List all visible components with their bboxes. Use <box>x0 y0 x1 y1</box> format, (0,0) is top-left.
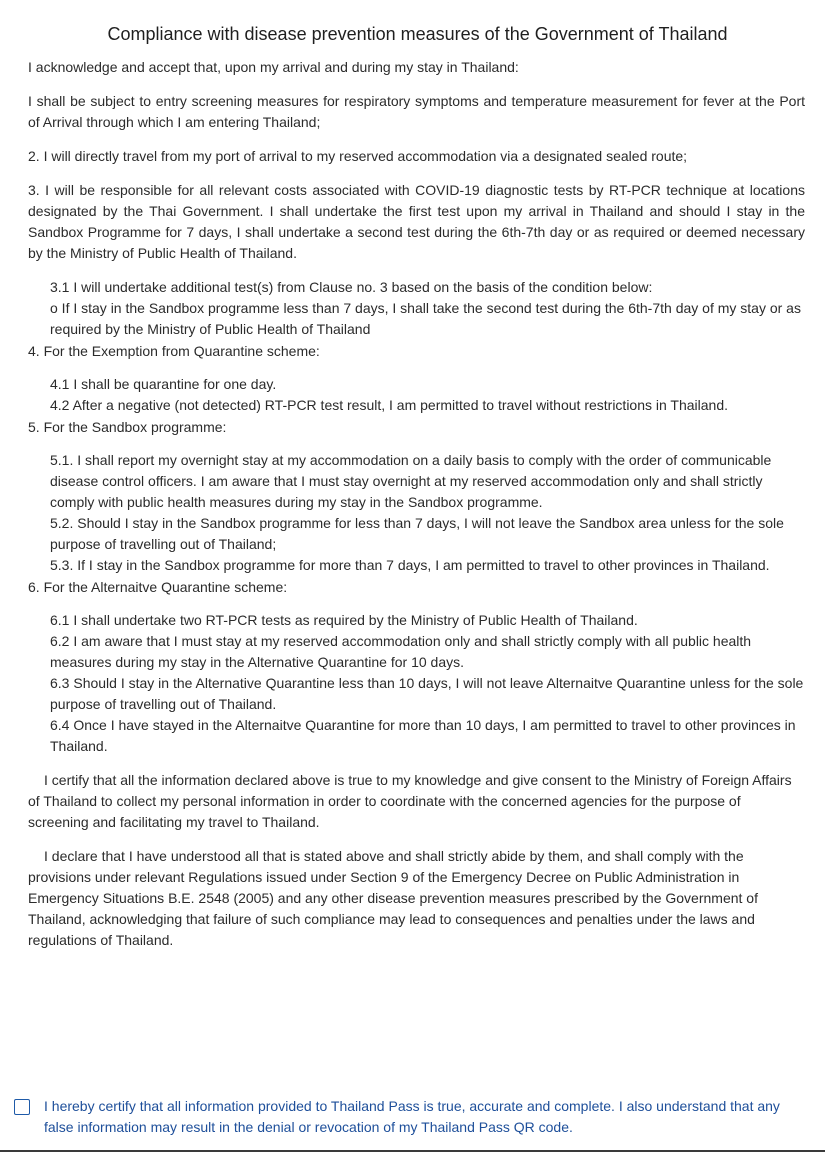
clause-5-sub <box>28 450 805 576</box>
clause-6-3: 6.3 Should I stay in the Alternative Quarantine less than 10 days, I will not leave Alternaitve Quarantine unless for the sole purpose of travelling out of Thailand. <box>50 675 804 712</box>
clause-6-sub <box>28 610 805 757</box>
certify-text: I certify that all the information declared above is true to my knowledge and give consent to the Ministry of Foreign Affairs of Thailand to collect my personal information in order to coordinate with the concerned agencies for the purpose of screening and facilitating my travel to Thailand. <box>28 772 792 830</box>
clause-5-3: 5.3. If I stay in the Sandbox programme for more than 7 days, I am permitted to travel to other provinces in Thailand. <box>50 557 770 573</box>
clause-1: I shall be subject to entry screening measures for respiratory symptoms and temperature measurement for fever at the Port of Arrival through which I am entering Thailand; <box>28 93 805 130</box>
clause-4-sub <box>28 374 805 416</box>
page-title: Compliance with disease prevention measures of the Government of Thailand <box>107 24 728 44</box>
clause-6-4: 6.4 Once I have stayed in the Alternaitve Quarantine for more than 10 days, I am permitted to travel to other provinces in Thailand. <box>50 717 796 754</box>
clause-3-1: 3.1 I will undertake additional test(s) from Clause no. 3 based on the basis of the condition below: <box>50 279 653 295</box>
declare-text: I declare that I have understood all that is stated above and shall strictly abide by them, and shall comply with the provisions under relevant Regulations issued under Section 9 of the Emergency Decree on Public Administration in Emergency Situations B.E. 2548 (2005) and any other disease prevention measures prescribed by the Government of Thailand, acknowledging that failure of such compliance may lead to consequences and penalties under the laws and regulations of Thailand. <box>28 848 758 948</box>
clause-6-heading: 6. For the Alternaitve Quarantine scheme: <box>28 579 288 595</box>
consent-row[interactable] <box>14 1096 809 1138</box>
consent-checkbox[interactable] <box>14 1099 30 1115</box>
clause-3-sub <box>28 277 805 340</box>
clause-4-1: 4.1 I shall be quarantine for one day. <box>50 376 277 392</box>
clause-4-heading: 4. For the Exemption from Quarantine scheme: <box>28 343 320 359</box>
clause-5-1: 5.1. I shall report my overnight stay at my accommodation on a daily basis to comply with the order of communicable disease control officers. I am aware that I must stay overnight at my reserved accommodation only and shall strictly comply with public health measures during my stay in the Sandbox programme. <box>50 452 772 510</box>
clause-6-1: 6.1 I shall undertake two RT-PCR tests as required by the Ministry of Public Health of Thailand. <box>50 612 638 628</box>
intro-text: I acknowledge and accept that, upon my arrival and during my stay in Thailand: <box>28 59 519 75</box>
clause-5-2: 5.2. Should I stay in the Sandbox programme for less than 7 days, I will not leave the Sandbox area unless for the sole purpose of travelling out of Thailand; <box>50 515 784 552</box>
clause-2: 2. I will directly travel from my port of arrival to my reserved accommodation via a designated sealed route; <box>28 148 688 164</box>
consent-label[interactable]: I hereby certify that all information provided to Thailand Pass is true, accurate and complete. I also understand that any false information may result in the denial or revocation of my Thailand Pass QR code. <box>44 1098 780 1135</box>
clause-4-2: 4.2 After a negative (not detected) RT-PCR test result, I am permitted to travel without restrictions in Thailand. <box>50 397 729 413</box>
clause-3-1-a: o If I stay in the Sandbox programme less than 7 days, I shall take the second test during the 6th-7th day of my stay or as required by the Ministry of Public Health of Thailand <box>50 300 801 337</box>
clause-3: 3. I will be responsible for all relevant costs associated with COVID-19 diagnostic tests by RT-PCR technique at locations designated by the Thai Government. I shall undertake the first test upon my arrival in Thailand and should I stay in the Sandbox Programme for 7 days, I shall undertake a second test during the 6th-7th day or as required or deemed necessary by the Ministry of Public Health of Thailand. <box>28 182 805 261</box>
clause-6-2: 6.2 I am aware that I must stay at my reserved accommodation only and shall strictly comply with all public health measures during my stay in the Alternative Quarantine for 10 days. <box>50 633 752 670</box>
clause-5-heading: 5. For the Sandbox programme: <box>28 419 227 435</box>
